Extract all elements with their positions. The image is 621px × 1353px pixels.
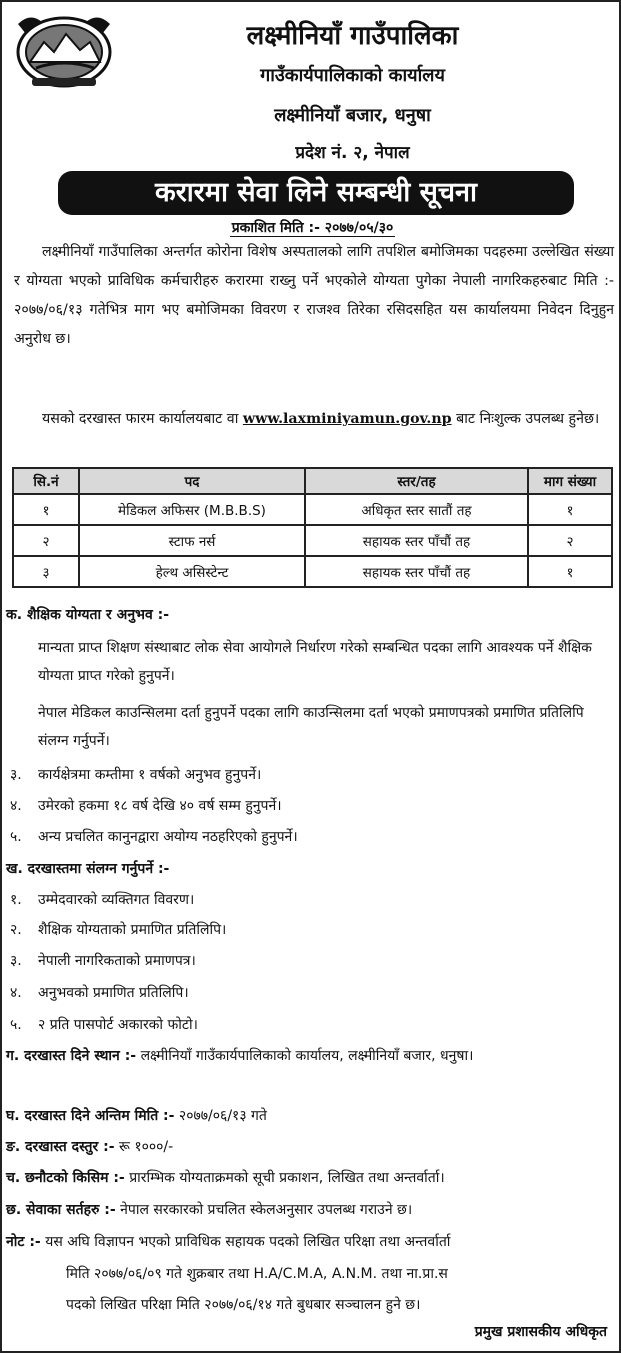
form-note-before: यसको दरखास्त फारम कार्यालयबाट वा <box>42 411 239 427</box>
col-header-demand: माग संख्या <box>528 468 612 494</box>
section-chha-title: छ. सेवाका सर्तहरु :- <box>6 1202 116 1218</box>
item-text: उमेरको हकमा १८ वर्ष देखि ४० वर्ष सम्म हुनुपर्ने। <box>38 798 282 814</box>
intro-paragraph: लक्ष्मीनियाँ गाउँपालिका अन्तर्गत कोरोना विशेष अस्पतालको लागि तपशिल बमोजिमका पदहरुमा उल्लेखित संख्या र योग्यता भएको प्राविधिक कर्मचारीहरु करारमा राख्नु पर्ने भएकोले योग्यता पुगेका नेपाली नागरिकहरुबाट मिति :- २०७७/०६/१३ गतेभित्र माग भए बमोजिमका विवरण र राजश्व तिरेका रसिदसहित यस कार्यालयमा निवेदन दिनुहुन अनुरोध छ। <box>14 244 614 347</box>
item-text: नेपाल मेडिकल काउन्सिलमा दर्ता हुनुपर्ने पदका लागि काउन्सिलमा दर्ता भएको प्रमाणपत्रको प्रमाणित प्रतिलिपि संलग्न गर्नुपर्ने। <box>38 705 584 749</box>
item-text: २ प्रति पासपोर्ट अकारको फोटो। <box>38 1017 198 1033</box>
list-item <box>10 947 614 975</box>
section-chha <box>6 1196 610 1224</box>
list-item <box>10 1011 614 1039</box>
item-text: शैक्षिक योग्यताको प्रमाणित प्रतिलिपि। <box>38 922 227 938</box>
list-item <box>10 979 614 1007</box>
col-header-level: स्तर/तह <box>305 468 528 494</box>
cell-level: सहायक स्तर पाँचौं तह <box>305 525 528 556</box>
table-row <box>13 494 612 525</box>
cell-sn: १ <box>13 494 79 525</box>
cell-sn: २ <box>13 525 79 556</box>
office-name: गाउँकार्यपालिकाको कार्यालय <box>260 65 445 86</box>
table-row <box>13 556 612 587</box>
item-text: अनुभवको प्रमाणित प्रतिलिपि। <box>38 985 189 1001</box>
section-ga <box>6 1042 614 1070</box>
section-nga-title: ङ. दरखास्त दस्तुर :- <box>6 1139 115 1155</box>
cell-demand: २ <box>528 525 612 556</box>
section-gha-title: घ. दरखास्त दिने अन्तिम मिति :- <box>6 1108 175 1124</box>
col-header-post: पद <box>79 468 305 494</box>
item-number: १. <box>10 892 22 908</box>
item-number: ५. <box>10 1017 22 1033</box>
published-date: प्रकाशित मिति :- २०७७/०५/३० <box>231 220 394 236</box>
section-ga-title: ग. दरखास्त दिने स्थान :- <box>6 1048 137 1064</box>
section-kha-title: ख. दरखास्तमा संलग्न गर्नुपर्ने :- <box>6 861 170 877</box>
section-ka-title: क. शैक्षिक योग्यता र अनुभव :- <box>6 607 170 623</box>
cell-level: अधिकृत स्तर सातौं तह <box>305 494 528 525</box>
list-item <box>10 916 614 944</box>
form-note-after: बाट निःशुल्क उपलब्ध हुनेछ। <box>456 411 600 427</box>
list-item <box>10 634 614 690</box>
cell-demand: १ <box>528 556 612 587</box>
item-number: ४. <box>10 798 22 814</box>
section-ga-text: लक्ष्मीनियाँ गाउँकार्यपालिकाको कार्यालय, लक्ष्मीनियाँ बजार, धनुषा। <box>140 1048 474 1064</box>
website-link[interactable]: www.laxminiyamun.gov.np <box>242 411 452 427</box>
note-title: नोट :- <box>6 1234 41 1250</box>
notice-title: करारमा सेवा लिने सम्बन्धी सूचना <box>58 171 574 215</box>
item-number: ५. <box>10 829 22 845</box>
item-text: मान्यता प्राप्त शिक्षण संस्थाबाट लोक सेवा आयोगले निर्धारण गरेको सम्बन्धित पदका लागि आवश्यक पर्ने शैक्षिक योग्यता प्राप्त गरेको हुनुपर्ने। <box>38 640 592 684</box>
note-text-2: मिति २०७७/०६/०९ गते शुक्रबार तथा H.A/C.M.A, A.N.M. तथा ना.प्रा.स <box>66 1266 448 1282</box>
note-text-3: पदको लिखित परिक्षा मिति २०७७/०६/१४ गते बुधबार सञ्चालन हुने छ। <box>66 1297 421 1313</box>
list-item <box>10 823 614 851</box>
list-item <box>10 792 614 820</box>
item-number: ४. <box>10 985 22 1001</box>
col-header-sn: सि.नं <box>13 468 79 494</box>
province-line: प्रदेश नं. २, नेपाल <box>295 143 410 163</box>
section-gha-text: २०७७/०६/१३ गते <box>178 1108 267 1124</box>
note-line-1 <box>6 1228 610 1256</box>
item-text: कार्यक्षेत्रमा कम्तीमा १ वर्षको अनुभव हुनुपर्ने। <box>38 767 262 783</box>
cell-post: मेडिकल अफिसर (M.B.B.S) <box>79 494 305 525</box>
item-text: नेपाली नागरिकताको प्रमाणपत्र। <box>38 953 196 969</box>
list-item <box>10 886 614 914</box>
signer-title: प्रमुख प्रशासकीय अधिकृत <box>474 1324 607 1340</box>
section-chha-text: नेपाल सरकारको प्रचलित स्केलअनुसार उपलब्ध गराउने छ। <box>120 1202 413 1218</box>
office-address: लक्ष्मीनियाँ बजार, धनुषा <box>274 105 431 126</box>
published-date-wrap <box>2 218 621 237</box>
item-number <box>10 634 38 662</box>
table-row <box>13 525 612 556</box>
section-nga-text: रू १०००/- <box>118 1139 174 1155</box>
section-cha <box>6 1164 610 1192</box>
section-cha-text: प्रारम्भिक योग्यताक्रमको सूची प्रकाशन, लिखित तथा अन्तर्वार्ता। <box>129 1170 445 1186</box>
section-cha-title: च. छनौटको किसिम :- <box>6 1170 125 1186</box>
section-nga <box>6 1133 610 1161</box>
municipality-name: लक्ष्मीनियाँ गाउँपालिका <box>246 21 459 51</box>
section-gha <box>6 1102 610 1130</box>
form-availability-note <box>14 405 614 434</box>
cell-demand: १ <box>528 494 612 525</box>
item-number: ३. <box>10 767 22 783</box>
item-text: अन्य प्रचलित कानुनद्वारा अयोग्य नठहरिएको हुनुपर्ने। <box>38 829 298 845</box>
cell-level: सहायक स्तर पाँचौं तह <box>305 556 528 587</box>
list-item <box>10 699 614 755</box>
list-item <box>10 761 614 789</box>
item-text: उम्मेदवारको व्यक्तिगत विवरण। <box>38 892 195 908</box>
cell-post: स्टाफ नर्स <box>79 525 305 556</box>
item-number: २. <box>10 922 22 938</box>
item-number <box>10 699 38 727</box>
posts-table <box>12 467 613 588</box>
item-number: ३. <box>10 953 22 969</box>
note-text-1: यस अघि विज्ञापन भएको प्राविधिक सहायक पदको लिखित परिक्षा तथा अन्तर्वार्ता <box>45 1234 451 1250</box>
table-header-row <box>13 468 612 494</box>
cell-post: हेल्थ असिस्टेन्ट <box>79 556 305 587</box>
cell-sn: ३ <box>13 556 79 587</box>
